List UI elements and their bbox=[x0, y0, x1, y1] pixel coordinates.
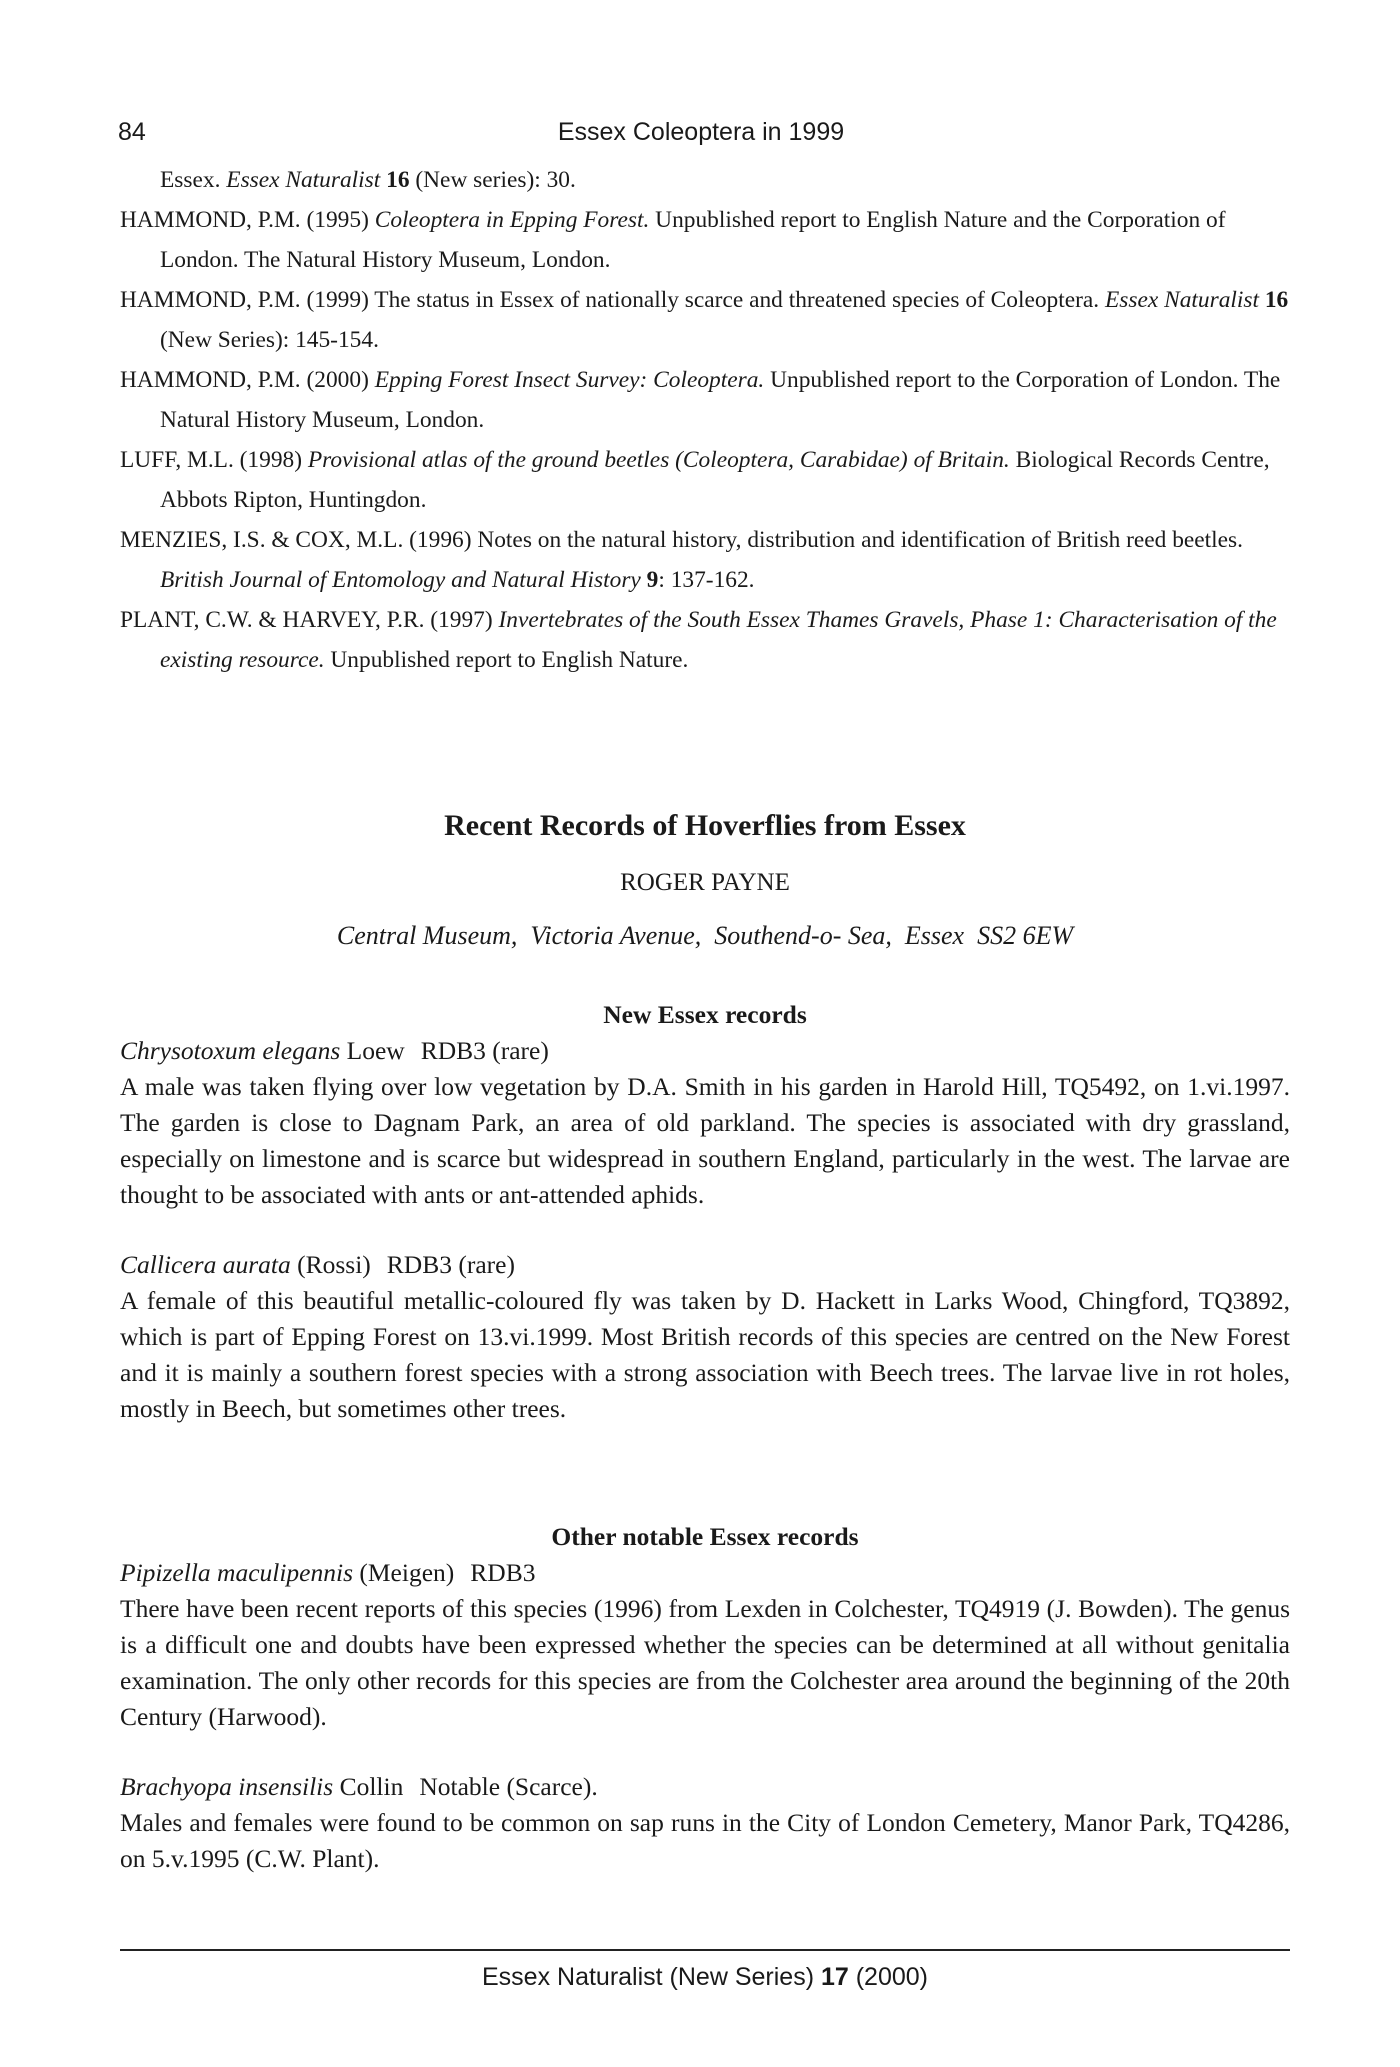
publication-year: (2000) bbox=[848, 1963, 928, 1991]
species-authority: Loew bbox=[340, 1036, 405, 1065]
section-heading: Other notable Essex records bbox=[551, 1522, 859, 1551]
reference-entry: HAMMOND, P.M. (1999) The status in Essex of nationally scarce and threatened species of Coleoptera. Essex Naturalist 16 (New Series): 145-154. bbox=[120, 287, 1289, 353]
journal-name: Essex Naturalist (New Series) bbox=[481, 1963, 821, 1991]
footer-rule bbox=[120, 1949, 1290, 1951]
section-heading: New Essex records bbox=[603, 1000, 807, 1029]
page-number: 84 bbox=[118, 118, 146, 146]
species-record-text: A female of this beautiful metallic-coloured fly was taken by D. Hackett in Larks Wood, Chingford, TQ3892, which is part of Epping Forest on 13.vi.1999. Most British records of this species are centred on the New Forest and it is mainly a southern forest species with a strong association with Beech trees. The larvae live in rot holes, mostly in Beech, but sometimes other trees. bbox=[120, 1286, 1290, 1423]
species-name: Brachyopa insensilis bbox=[120, 1772, 334, 1801]
species-record-text: Males and females were found to be common on sap runs in the City of London Cemetery, Manor Park, TQ4286, on 5.v.1995 (C.W. Plant). bbox=[120, 1808, 1290, 1873]
author-address: Central Museum, Victoria Avenue, Southend-o- Sea, Essex SS2 6EW bbox=[336, 921, 1074, 950]
conservation-status: RDB3 (rare) bbox=[386, 1250, 515, 1279]
volume-number: 17 bbox=[820, 1963, 849, 1991]
conservation-status: RDB3 (rare) bbox=[420, 1036, 549, 1065]
reference-entry: PLANT, C.W. & HARVEY, P.R. (1997) Invertebrates of the South Essex Thames Gravels, Phase 1: Characterisation of the existing resource. Unpublished report to English Nature. bbox=[120, 607, 1277, 673]
reference-list bbox=[120, 160, 1290, 680]
species-heading bbox=[120, 1247, 1290, 1283]
reference-entry: HAMMOND, P.M. (2000) Epping Forest Insect Survey: Coleoptera. Unpublished report to the Corporation of London. The Natural History Museum, London. bbox=[120, 367, 1281, 433]
species-record-text: A male was taken flying over low vegetation by D.A. Smith in his garden in Harold Hill, TQ5492, on 1.vi.1997. The garden is close to Dagnam Park, an area of old parkland. The species is associated with dry grassland, especially on limestone and is scarce but widespread in southern England, particularly in the west. The larvae are thought to be associated with ants or ant-attended aphids. bbox=[120, 1072, 1290, 1209]
species-record-text: There have been recent reports of this species (1996) from Lexden in Colchester, TQ4919 (J. Bowden). The genus is a difficult one and doubts have been expressed whether the species can be determined at all without genitalia examination. The only other records for this species are from the Colchester area around the beginning of the 20th Century (Harwood). bbox=[120, 1594, 1290, 1731]
species-name: Chrysotoxum elegans bbox=[120, 1036, 341, 1065]
conservation-status: Notable (Scarce). bbox=[419, 1772, 598, 1801]
reference-entry: LUFF, M.L. (1998) Provisional atlas of the ground beetles (Coleoptera, Carabidae) of Britain. Biological Records Centre, Abbots Ripton, Huntingdon. bbox=[120, 447, 1270, 513]
species-name: Callicera aurata bbox=[120, 1250, 291, 1279]
reference-entry: HAMMOND, P.M. (1995) Coleoptera in Epping Forest. Unpublished report to English Nature and the Corporation of London. The Natural History Museum, London. bbox=[120, 207, 1226, 273]
species-authority: (Rossi) bbox=[290, 1250, 371, 1279]
species-authority: (Meigen) bbox=[353, 1558, 455, 1587]
conservation-status: RDB3 bbox=[470, 1558, 536, 1587]
reference-entry: Essex. Essex Naturalist 16 (New series): 30. bbox=[160, 167, 576, 193]
article-title: Recent Records of Hoverflies from Essex bbox=[444, 809, 966, 842]
species-heading bbox=[120, 1769, 1290, 1805]
reference-entry: MENZIES, I.S. & COX, M.L. (1996) Notes on the natural history, distribution and identification of British reed beetles. British Journal of Entomology and Natural History 9: 137-162. bbox=[120, 527, 1244, 593]
species-name: Pipizella maculipennis bbox=[120, 1558, 354, 1587]
species-heading bbox=[120, 1033, 1290, 1069]
article-author: ROGER PAYNE bbox=[620, 869, 790, 896]
footer-citation bbox=[120, 1960, 1290, 1994]
running-head bbox=[118, 118, 1284, 152]
species-heading bbox=[120, 1555, 1290, 1591]
running-title: Essex Coleoptera in 1999 bbox=[557, 118, 845, 146]
species-authority: Collin bbox=[333, 1772, 404, 1801]
hoverfly-article bbox=[120, 806, 1290, 1877]
